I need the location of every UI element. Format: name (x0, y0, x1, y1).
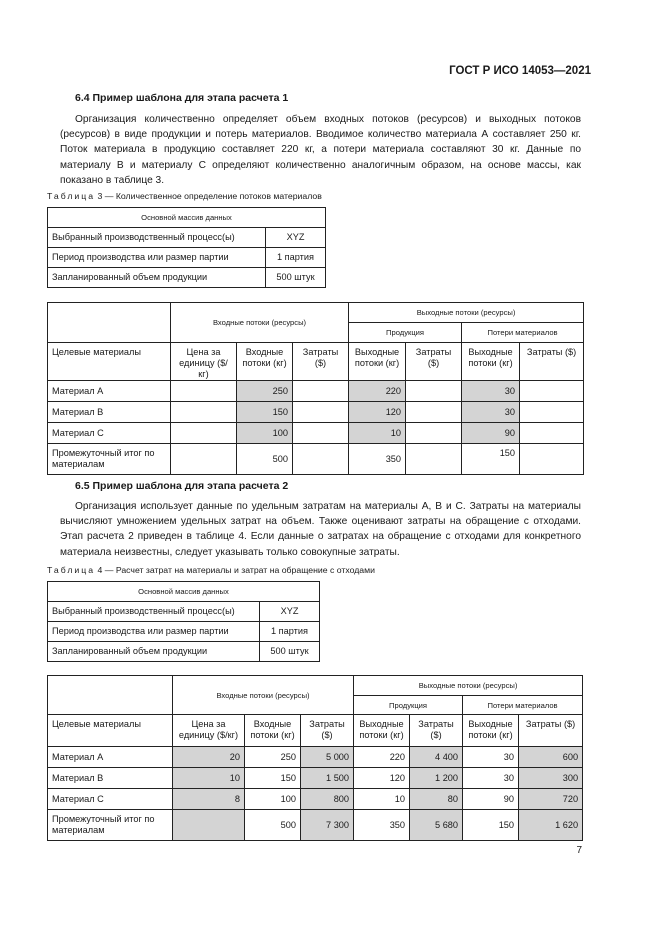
input-flow: 150 (237, 402, 293, 423)
basic-value: 1 партия (260, 622, 320, 642)
material-name: Материал А (48, 747, 173, 768)
product-cost: 80 (410, 789, 463, 810)
losses-header: Потери материалов (462, 323, 584, 343)
subtotal-row (48, 810, 583, 841)
product-flow: 350 (349, 444, 406, 475)
loss-cost (520, 423, 584, 444)
loss-flow: 30 (462, 402, 520, 423)
input-cost: 5 000 (301, 747, 354, 768)
input-cost: 7 300 (301, 810, 354, 841)
table-3-caption (47, 191, 322, 201)
col-header: Выходные потоки (кг) (462, 343, 520, 381)
unit-price: 10 (173, 768, 245, 789)
product-flow: 120 (349, 402, 406, 423)
loss-flow: 90 (462, 423, 520, 444)
section-6-5-title: 6.5 Пример шаблона для этапа расчета 2 (75, 480, 289, 492)
loss-flow: 90 (463, 789, 519, 810)
loss-flow: 150 (463, 810, 519, 841)
basic-value: 1 партия (266, 248, 326, 268)
product-cost (406, 381, 462, 402)
caption-text: 4 — Расчет затрат на материалы и затрат на обращение с отходами (97, 565, 375, 575)
caption-label: Таблица (47, 565, 96, 575)
basic-value: XYZ (266, 228, 326, 248)
table-row (48, 747, 583, 768)
section-6-4-paragraph (60, 112, 581, 188)
product-header: Продукция (354, 696, 463, 715)
input-cost (293, 423, 349, 444)
col-header: Входные потоки (кг) (237, 343, 293, 381)
output-flows-header: Выходные потоки (ресурсы) (349, 303, 584, 323)
table-row (48, 423, 584, 444)
col-header: Целевые материалы (48, 715, 173, 747)
caption-label: Таблица (47, 191, 96, 201)
material-name: Материал В (48, 768, 173, 789)
empty-corner (48, 303, 171, 343)
unit-price (171, 423, 237, 444)
col-header: Затраты ($) (520, 343, 584, 381)
subtotal-label: Промежуточный итог по материалам (48, 810, 173, 841)
unit-price: 8 (173, 789, 245, 810)
empty-corner (48, 676, 173, 715)
paragraph-text: Организация количественно определяет объем входных потоков (ресурсов) и выходных потоков (ресурсов) в виде продукции и потерь материалов. Вводимое количество материала А составляет 250 кг. Поток материала в продукцию составляет 220 кг, а потери материала составляют 30 кг. Данные по материалу В и материалу С определяют количественно аналогичным образом, на основе массы, как показано в таблице 3. (60, 114, 581, 186)
basic-label: Запланированный объем продукции (48, 642, 260, 662)
input-flows-header: Входные потоки (ресурсы) (173, 676, 354, 715)
material-name: Материал В (48, 402, 171, 423)
col-header: Выходные потоки (кг) (463, 715, 519, 747)
col-header: Цена за единицу ($/кг) (173, 715, 245, 747)
input-cost: 800 (301, 789, 354, 810)
loss-cost: 1 620 (519, 810, 583, 841)
table-3-basic-data (47, 207, 326, 288)
input-flow: 250 (245, 747, 301, 768)
loss-flow: 30 (463, 768, 519, 789)
table-row (48, 402, 584, 423)
basic-value: 500 штук (260, 642, 320, 662)
loss-flow: 30 (462, 381, 520, 402)
unit-price: 20 (173, 747, 245, 768)
product-cost: 5 680 (410, 810, 463, 841)
caption-text: 3 — Количественное определение потоков материалов (97, 191, 322, 201)
table-row (48, 768, 583, 789)
col-header: Цена за единицу ($/кг) (171, 343, 237, 381)
basic-data-header: Основной массив данных (48, 208, 326, 228)
basic-label: Период производства или размер партии (48, 622, 260, 642)
input-cost (293, 381, 349, 402)
table-3-flows (47, 302, 584, 475)
unit-price (171, 402, 237, 423)
col-header: Выходные потоки (кг) (354, 715, 410, 747)
section-6-5-paragraph (60, 499, 581, 560)
basic-label: Выбранный производственный процесс(ы) (48, 602, 260, 622)
basic-label: Период производства или размер партии (48, 248, 266, 268)
loss-cost (520, 381, 584, 402)
subtotal-label: Промежуточный итог по материалам (48, 444, 171, 475)
input-flow: 100 (245, 789, 301, 810)
col-header: Входные потоки (кг) (245, 715, 301, 747)
input-flows-header: Входные потоки (ресурсы) (171, 303, 349, 343)
basic-label: Выбранный производственный процесс(ы) (48, 228, 266, 248)
loss-flow: 30 (463, 747, 519, 768)
input-flow: 100 (237, 423, 293, 444)
input-flow: 500 (245, 810, 301, 841)
loss-cost: 720 (519, 789, 583, 810)
product-cost (406, 444, 462, 475)
col-header: Затраты ($) (519, 715, 583, 747)
product-flow: 220 (354, 747, 410, 768)
product-header: Продукция (349, 323, 462, 343)
table-4-basic-data (47, 581, 320, 662)
col-header: Затраты ($) (301, 715, 354, 747)
unit-price (173, 810, 245, 841)
output-flows-header: Выходные потоки (ресурсы) (354, 676, 583, 696)
table-row (48, 789, 583, 810)
loss-cost (520, 444, 584, 475)
input-flow: 150 (245, 768, 301, 789)
subtotal-row (48, 444, 584, 475)
document-code: ГОСТ Р ИСО 14053—2021 (449, 65, 591, 77)
basic-value: XYZ (260, 602, 320, 622)
loss-cost: 600 (519, 747, 583, 768)
col-header: Затраты ($) (406, 343, 462, 381)
loss-cost (520, 402, 584, 423)
col-header: Выходные потоки (кг) (349, 343, 406, 381)
input-flow: 250 (237, 381, 293, 402)
material-name: Материал А (48, 381, 171, 402)
basic-value: 500 штук (266, 268, 326, 288)
page-number: 7 (576, 845, 582, 856)
product-flow: 120 (354, 768, 410, 789)
unit-price (171, 444, 237, 475)
basic-data-header: Основной массив данных (48, 582, 320, 602)
section-6-4-title: 6.4 Пример шаблона для этапа расчета 1 (75, 92, 289, 104)
product-cost (406, 423, 462, 444)
table-4-flows (47, 675, 583, 841)
product-flow: 220 (349, 381, 406, 402)
paragraph-text: Организация использует данные по удельным затратам на материалы А, В и С. Затраты на материалы вычисляют умножением удельных затрат на объем. Также оценивают затраты на обращение с отходами. Этап расчета 2 приведен в таблице 4. Если данные о затратах на обращение с отходами для конкретного материала неизвестны, следует указывать только совокупные затраты. (60, 501, 581, 558)
product-flow: 350 (354, 810, 410, 841)
material-name: Материал С (48, 789, 173, 810)
input-flow: 500 (237, 444, 293, 475)
unit-price (171, 381, 237, 402)
basic-label: Запланированный объем продукции (48, 268, 266, 288)
col-header: Целевые материалы (48, 343, 171, 381)
input-cost: 1 500 (301, 768, 354, 789)
loss-cost: 300 (519, 768, 583, 789)
col-header: Затраты ($) (410, 715, 463, 747)
col-header: Затраты ($) (293, 343, 349, 381)
input-cost (293, 402, 349, 423)
product-cost (406, 402, 462, 423)
product-flow: 10 (349, 423, 406, 444)
losses-header: Потери материалов (463, 696, 583, 715)
material-name: Материал С (48, 423, 171, 444)
table-4-caption (47, 565, 375, 575)
loss-flow: 150 (462, 444, 520, 475)
table-row (48, 381, 584, 402)
product-cost: 4 400 (410, 747, 463, 768)
product-cost: 1 200 (410, 768, 463, 789)
input-cost (293, 444, 349, 475)
product-flow: 10 (354, 789, 410, 810)
